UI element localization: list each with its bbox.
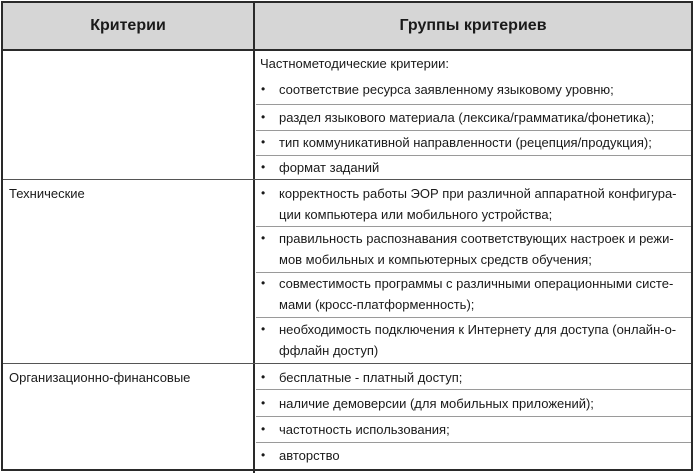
bullet: •	[261, 396, 266, 410]
bullet: •	[261, 135, 266, 149]
row2-item-1-text	[279, 183, 687, 225]
row2-item-3-text	[279, 273, 687, 315]
row2-item-3-line1: совместимость программы с различными операционными систе-	[279, 276, 674, 291]
bullet: •	[261, 322, 266, 336]
criterion-technical: Технические	[9, 186, 85, 201]
separator	[256, 155, 691, 156]
row3-item-1-text: бесплатные - платный доступ;	[279, 370, 463, 385]
separator	[256, 389, 691, 390]
header-criteria-groups: Группы критериев	[399, 17, 547, 34]
column-divider	[253, 3, 255, 473]
row3-item-3-text: частотность использования;	[279, 422, 450, 437]
criterion-organizational-financial: Организационно-финансовые	[9, 370, 191, 385]
bullet: •	[261, 186, 266, 200]
bullet: •	[261, 370, 266, 384]
header-criteria: Критерии	[90, 17, 166, 34]
row1-item-4-text: формат заданий	[279, 160, 380, 175]
separator	[256, 104, 691, 105]
row-divider	[3, 179, 691, 180]
row2-item-3-line2: мами (кросс-платформенность);	[279, 297, 475, 312]
row2-item-4-line2: ффлайн доступ)	[279, 343, 379, 358]
row2-item-2-line1: правильность распознавания соответствующих настроек и режи-	[279, 231, 674, 246]
row1-intro: Частнометодические критерии:	[260, 56, 449, 71]
bullet: •	[261, 82, 266, 96]
row2-item-2-line2: мов мобильных и компьютерных средств обучения;	[279, 252, 592, 267]
row2-item-2-text	[279, 228, 687, 270]
row2-item-1-line1: корректность работы ЭОР при различной аппаратной конфигура-	[279, 186, 677, 201]
row1-item-3-text: тип коммуникативной направленности (рецепция/продукция);	[279, 135, 652, 150]
row2-item-4-line1: необходимость подключения к Интернету для доступа (онлайн-о-	[279, 322, 677, 337]
bullet: •	[261, 422, 266, 436]
bullet: •	[261, 448, 266, 462]
table-header	[3, 3, 691, 51]
row1-item-2-text: раздел языкового материала (лексика/грамматика/фонетика);	[279, 110, 655, 125]
bullet: •	[261, 110, 266, 124]
separator	[256, 130, 691, 131]
row-divider	[3, 363, 691, 364]
separator	[256, 416, 691, 417]
row2-item-1-line2: ции компьютера или мобильного устройства;	[279, 207, 553, 222]
separator	[256, 442, 691, 443]
row1-item-1-text: соответствие ресурса заявленному языковому уровню;	[279, 82, 614, 97]
bullet: •	[261, 160, 266, 174]
separator	[256, 226, 691, 227]
row2-item-4-text	[279, 319, 687, 361]
row3-item-4-text: авторство	[279, 448, 340, 463]
row3-item-2-text: наличие демоверсии (для мобильных приложений);	[279, 396, 594, 411]
criteria-table	[1, 1, 693, 471]
bullet: •	[261, 276, 266, 290]
bullet: •	[261, 231, 266, 245]
separator	[256, 317, 691, 318]
